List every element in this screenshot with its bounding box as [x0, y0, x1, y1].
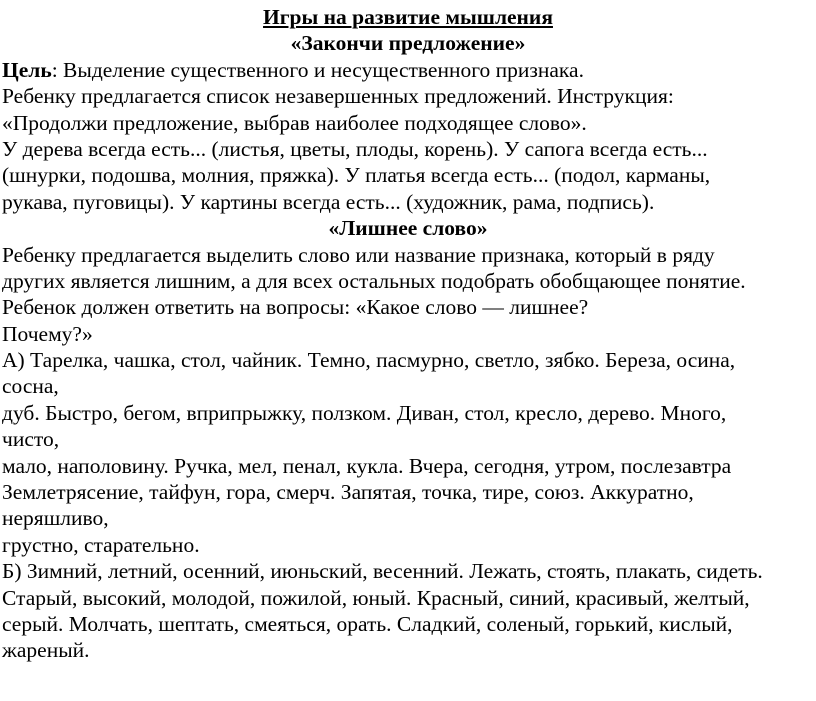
paragraph-line: Ребенку предлагается список незавершенных предложений. Инструкция:	[2, 84, 674, 109]
paragraph-line: неряшливо,	[2, 506, 109, 531]
paragraph-line: дуб. Быстро, бегом, вприпрыжку, ползком. Диван, стол, кресло, дерево. Много,	[2, 400, 727, 425]
paragraph-line: Старый, высокий, молодой, пожилой, юный. Красный, синий, красивый, желтый,	[2, 585, 750, 610]
paragraph-line: других является лишним, а для всех остальных подобрать обобщающее понятие.	[2, 268, 746, 293]
paragraph-line: Почему?»	[2, 321, 93, 346]
document-page	[2, 4, 814, 664]
goal-text: : Выделение существенного и несущественного признака.	[51, 57, 584, 82]
paragraph-line: серый. Молчать, шептать, смеяться, орать. Сладкий, соленый, горький, кислый,	[2, 611, 733, 636]
paragraph-line: У дерева всегда есть... (листья, цветы, плоды, корень). У сапога всегда есть...	[2, 136, 708, 161]
goal-label: Цель	[2, 57, 52, 82]
paragraph-line: сосна,	[2, 374, 59, 399]
paragraph-line: рукава, пуговицы). У картины всегда есть... (художник, рама, подпись).	[2, 189, 655, 214]
paragraph-line: А) Тарелка, чашка, стол, чайник. Темно, пасмурно, светло, зябко. Береза, осина,	[2, 348, 736, 373]
paragraph-line: (шнурки, подошва, молния, пряжка). У платья всегда есть... (подол, карманы,	[2, 163, 711, 188]
goal-line	[2, 57, 814, 83]
document-title: Игры на развитие мышления	[263, 5, 553, 29]
paragraph-line: грустно, старательно.	[2, 532, 200, 557]
section-heading-finish-sentence: «Закончи предложение»	[290, 31, 526, 56]
section-heading-odd-word: «Лишнее слово»	[328, 216, 488, 241]
paragraph-line: Землетрясение, тайфун, гора, смерч. Запятая, точка, тире, союз. Аккуратно,	[2, 480, 694, 505]
paragraph-line: жареный.	[2, 638, 90, 663]
paragraph-line: мало, наполовину. Ручка, мел, пенал, кукла. Вчера, сегодня, утром, послезавтра	[2, 453, 732, 478]
paragraph-line: Ребенку предлагается выделить слово или название признака, который в ряду	[2, 242, 715, 267]
paragraph-line: Ребенок должен ответить на вопросы: «Какое слово — лишнее?	[2, 295, 589, 320]
paragraph-line: чисто,	[2, 427, 60, 452]
paragraph-line: Б) Зимний, летний, осенний, июньский, весенний. Лежать, стоять, плакать, сидеть.	[2, 559, 763, 584]
paragraph-line: «Продолжи предложение, выбрав наиболее подходящее слово».	[2, 110, 587, 135]
